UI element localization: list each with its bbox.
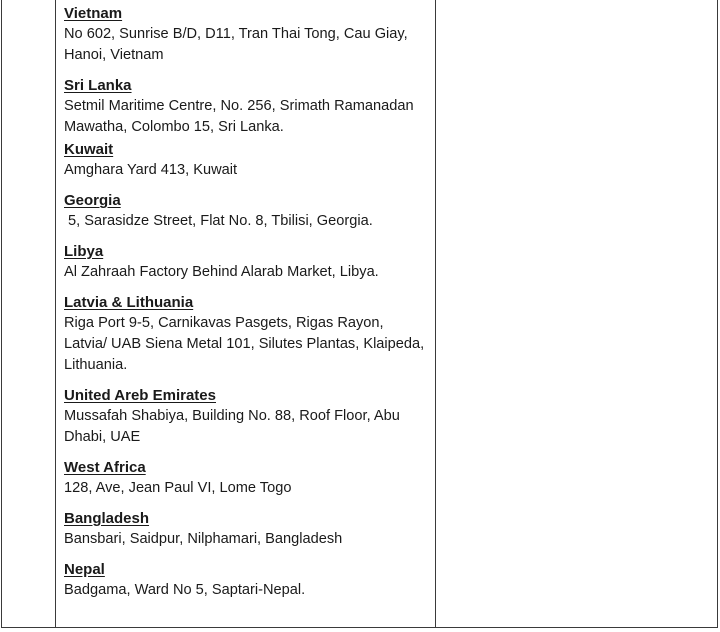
office-address: Bansbari, Saidpur, Nilphamari, Bangladesh <box>64 531 343 547</box>
country-heading: Sri Lanka <box>64 77 132 94</box>
office-entry-libya <box>64 242 427 283</box>
table-row <box>2 0 718 628</box>
office-entry-bangladesh <box>64 509 427 550</box>
office-entry-sri-lanka <box>64 76 427 138</box>
country-heading: Nepal <box>64 561 105 578</box>
serial-cell <box>2 0 56 628</box>
office-address: 128, Ave, Jean Paul VI, Lome Togo <box>64 480 292 496</box>
country-heading: United Areb Emirates <box>64 387 216 404</box>
office-address: 5, Sarasidze Street, Flat No. 8, Tbilisi, Georgia. <box>64 213 373 229</box>
address-list-cell <box>56 0 436 628</box>
office-address: Badgama, Ward No 5, Saptari-Nepal. <box>64 582 306 598</box>
office-entry-latvia-lithuania <box>64 293 427 376</box>
office-address: Mussafah Shabiya, Building No. 88, Roof Floor, Abu Dhabi, UAE <box>64 408 400 445</box>
country-heading: Libya <box>64 243 104 260</box>
office-entry-uae <box>64 386 427 448</box>
office-entry-nepal <box>64 560 427 601</box>
office-address: Al Zahraah Factory Behind Alarab Market, Libya. <box>64 264 379 280</box>
office-entry-georgia <box>64 191 427 232</box>
address-table <box>1 0 718 628</box>
country-heading: Vietnam <box>64 5 123 22</box>
country-heading: Bangladesh <box>64 510 150 527</box>
office-entry-kuwait <box>64 140 427 181</box>
office-entry-west-africa <box>64 458 427 499</box>
remarks-cell <box>436 0 718 628</box>
office-address-list <box>56 0 435 601</box>
office-address: Riga Port 9-5, Carnikavas Pasgets, Rigas Rayon, Latvia/ UAB Siena Metal 101, Silutes Plantas, Klaipeda, Lithuania. <box>64 315 425 373</box>
office-entry-vietnam <box>64 4 427 66</box>
office-address: Setmil Maritime Centre, No. 256, Srimath Ramanadan Mawatha, Colombo 15, Sri Lanka. <box>64 98 414 135</box>
country-heading: West Africa <box>64 459 146 476</box>
office-address: Amghara Yard 413, Kuwait <box>64 162 238 178</box>
office-address: No 602, Sunrise B/D, D11, Tran Thai Tong, Cau Giay, Hanoi, Vietnam <box>64 26 408 63</box>
country-heading: Kuwait <box>64 141 114 158</box>
country-heading: Georgia <box>64 192 121 209</box>
country-heading: Latvia & Lithuania <box>64 294 194 311</box>
